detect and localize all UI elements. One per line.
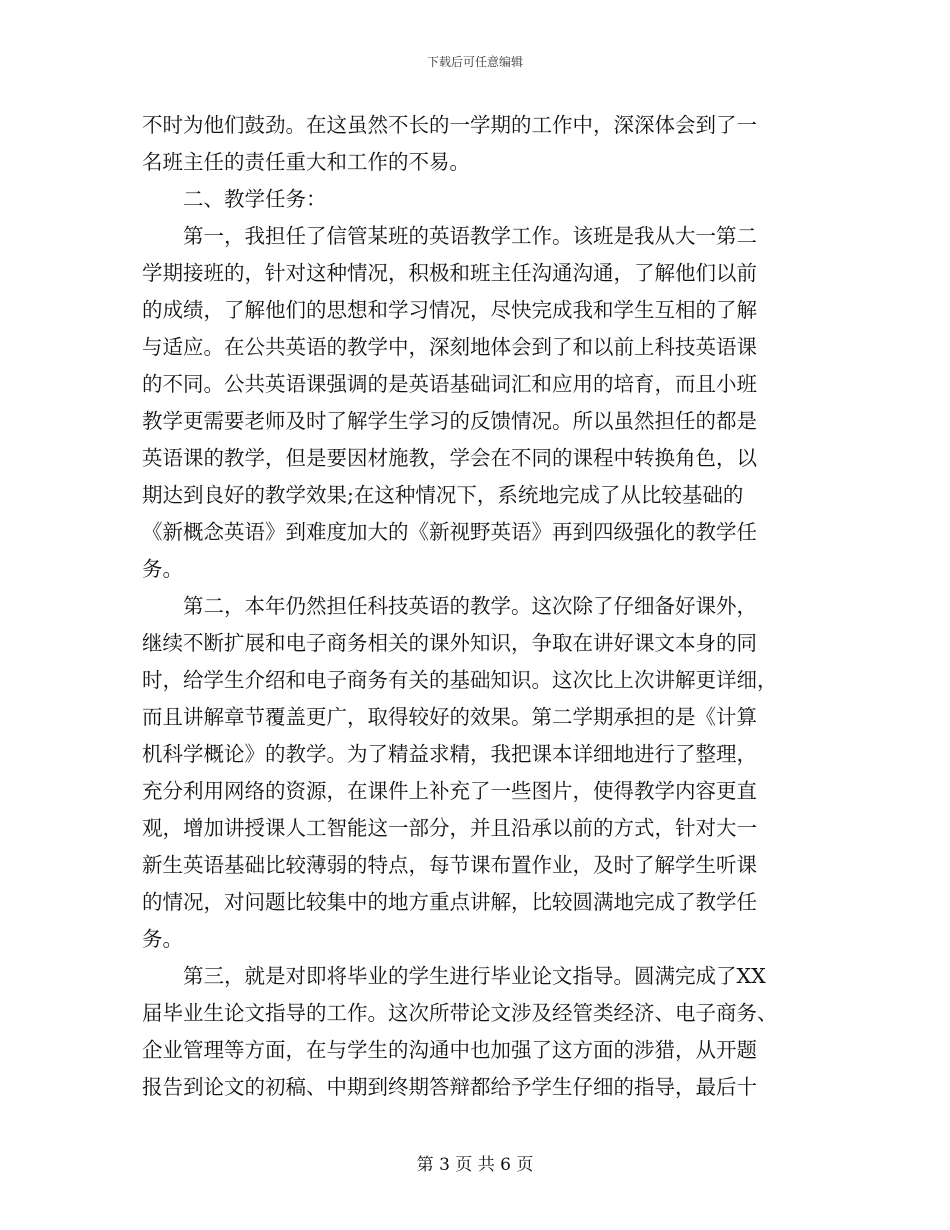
text-line: 时，给学生介绍和电子商务有关的基础知识。这次比上次讲解更详细， (142, 668, 778, 692)
text-line: 届毕业生论文指导的工作。这次所带论文涉及经管类经济、电子商务、 (142, 1001, 778, 1025)
text-line: 报告到论文的初稿、中期到终期答辩都给予学生仔细的指导，最后十 (142, 1075, 757, 1099)
text-line: 机科学概论》的教学。为了精益求精，我把课本详细地进行了整理， (142, 742, 757, 766)
text-line: 的不同。公共英语课强调的是英语基础词汇和应用的培育，而且小班 (142, 372, 757, 396)
text-line: 教学更需要老师及时了解学生学习的反馈情况。所以虽然担任的都是 (142, 409, 757, 433)
text-line: 充分利用网络的资源，在课件上补充了一些图片，使得教学内容更直 (142, 779, 757, 803)
text-line: 的情况，对问题比较集中的地方重点讲解，比较圆满地完成了教学任 (142, 890, 757, 914)
text-line: 而且讲解章节覆盖更广，取得较好的效果。第二学期承担的是《计算 (142, 705, 757, 729)
text-line: 名班主任的责任重大和工作的不易。 (142, 150, 470, 174)
text-line: 期达到良好的教学效果;在这种情况下，系统地完成了从比较基础的 (142, 483, 744, 507)
text-line: 第二，本年仍然担任科技英语的教学。这次除了仔细备好课外， (142, 594, 757, 618)
text-line: 与适应。在公共英语的教学中，深刻地体会到了和以前上科技英语课 (142, 335, 757, 359)
page-header: 下载后可任意编辑 (426, 55, 523, 69)
text-line: 的成绩，了解他们的思想和学习情况，尽快完成我和学生互相的了解 (142, 298, 757, 322)
text-line: 企业管理等方面，在与学生的沟通中也加强了这方面的涉猎，从开题 (142, 1038, 757, 1062)
text-line: 务。 (142, 927, 183, 951)
text-line: 务。 (142, 557, 183, 581)
section-heading: 二、教学任务： (142, 187, 327, 211)
text-line: 第一，我担任了信管某班的英语教学工作。该班是我从大一第二 (142, 224, 757, 248)
text-line: 英语课的教学，但是要因材施教，学会在不同的课程中转换角色，以 (142, 446, 757, 470)
text-line: 《新概念英语》到难度加大的《新视野英语》再到四级强化的教学任 (142, 520, 757, 544)
text-line: 不时为他们鼓劲。在这虽然不长的一学期的工作中，深深体会到了一 (142, 113, 757, 137)
text-line: 继续不断扩展和电子商务相关的课外知识，争取在讲好课文本身的同 (142, 631, 757, 655)
text-line: 新生英语基础比较薄弱的特点，每节课布置作业，及时了解学生听课 (142, 853, 757, 877)
text-line: 观，增加讲授课人工智能这一部分，并且沿承以前的方式，针对大一 (142, 816, 757, 840)
document-body (142, 107, 810, 1106)
text-line: 学期接班的，针对这种情况，积极和班主任沟通沟通，了解他们以前 (142, 261, 757, 285)
page-number-footer: 第 3 页 共 6 页 (416, 1155, 534, 1175)
text-line: 第三，就是对即将毕业的学生进行毕业论文指导。圆满完成了XX (142, 964, 766, 988)
